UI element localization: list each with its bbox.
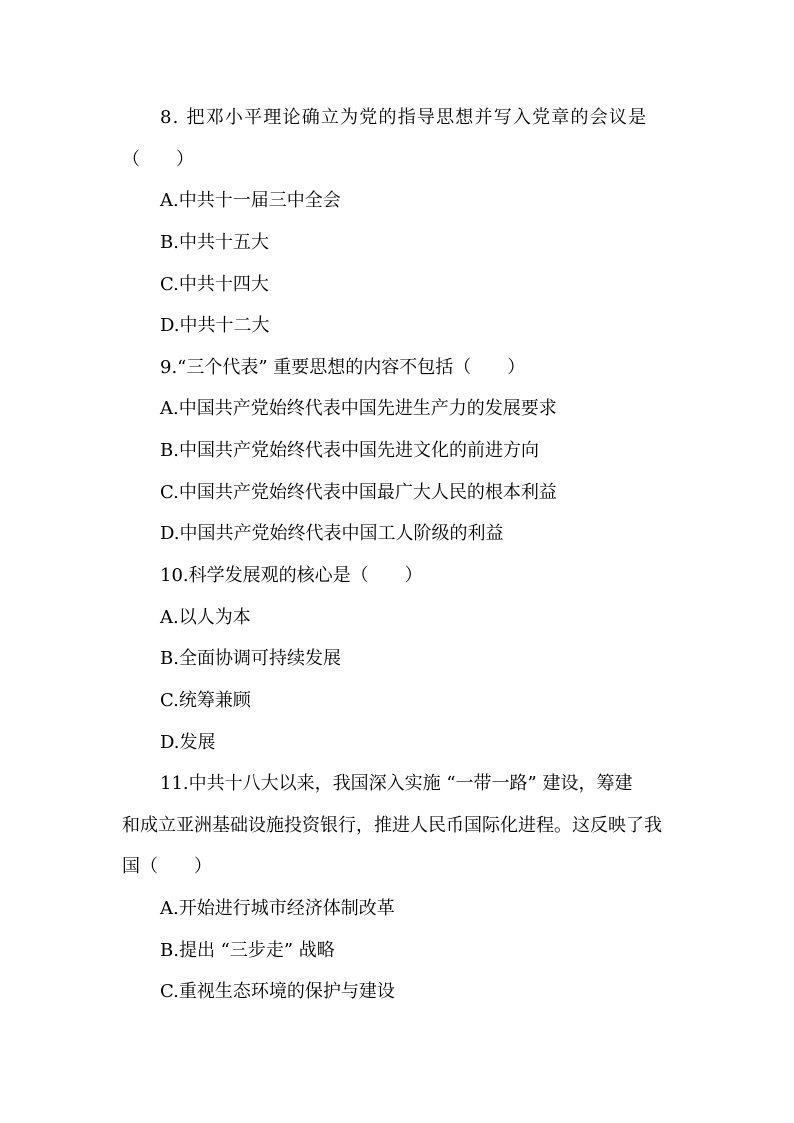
question-8-option-d: D.中共十二大 [160,315,270,336]
question-10-option-b: B.全面协调可持续发展 [160,648,341,669]
question-9-option-d: D.中国共产党始终代表中国工人阶级的利益 [160,523,504,544]
question-8-option-c: C.中共十四大 [160,274,269,295]
question-10-stem-line-1: 10.科学发展观的核心是（ ） [160,565,423,586]
question-10-option-c: C.统筹兼顾 [160,690,251,711]
question-11-stem-line-1: 11.中共十八大以来，我国深入实施 “一带一路” 建设，筹建 [160,773,633,794]
question-8-option-a: A.中共十一届三中全会 [160,190,341,211]
question-11-option-c: C.重视生态环境的保护与建设 [160,981,395,1002]
question-11-option-a: A.开始进行城市经济体制改革 [160,898,395,919]
question-8-stem-line-2: （ ） [122,149,194,170]
question-8-option-b: B.中共十五大 [160,232,269,253]
question-9-option-c: C.中国共产党始终代表中国最广大人民的根本利益 [160,482,557,503]
question-11-stem-line-2: 和成立亚洲基础设施投资银行，推进人民币国际化进程。这反映了我 [122,815,662,836]
question-10-option-a: A.以人为本 [160,607,251,628]
question-11-option-b: B.提出 “三步走” 战略 [160,940,335,961]
question-9-stem-line-1: 9.“三个代表” 重要思想的内容不包括（ ） [160,357,526,378]
question-9-option-a: A.中国共产党始终代表中国先进生产力的发展要求 [160,398,557,419]
question-8-stem-line-1: 8. 把邓小平理论确立为党的指导思想并写入党章的会议是 [160,107,648,128]
question-9-option-b: B.中国共产党始终代表中国先进文化的前进方向 [160,440,539,461]
question-11-stem-line-3: 国（ ） [122,856,212,877]
question-10-option-d: D.发展 [160,732,216,753]
